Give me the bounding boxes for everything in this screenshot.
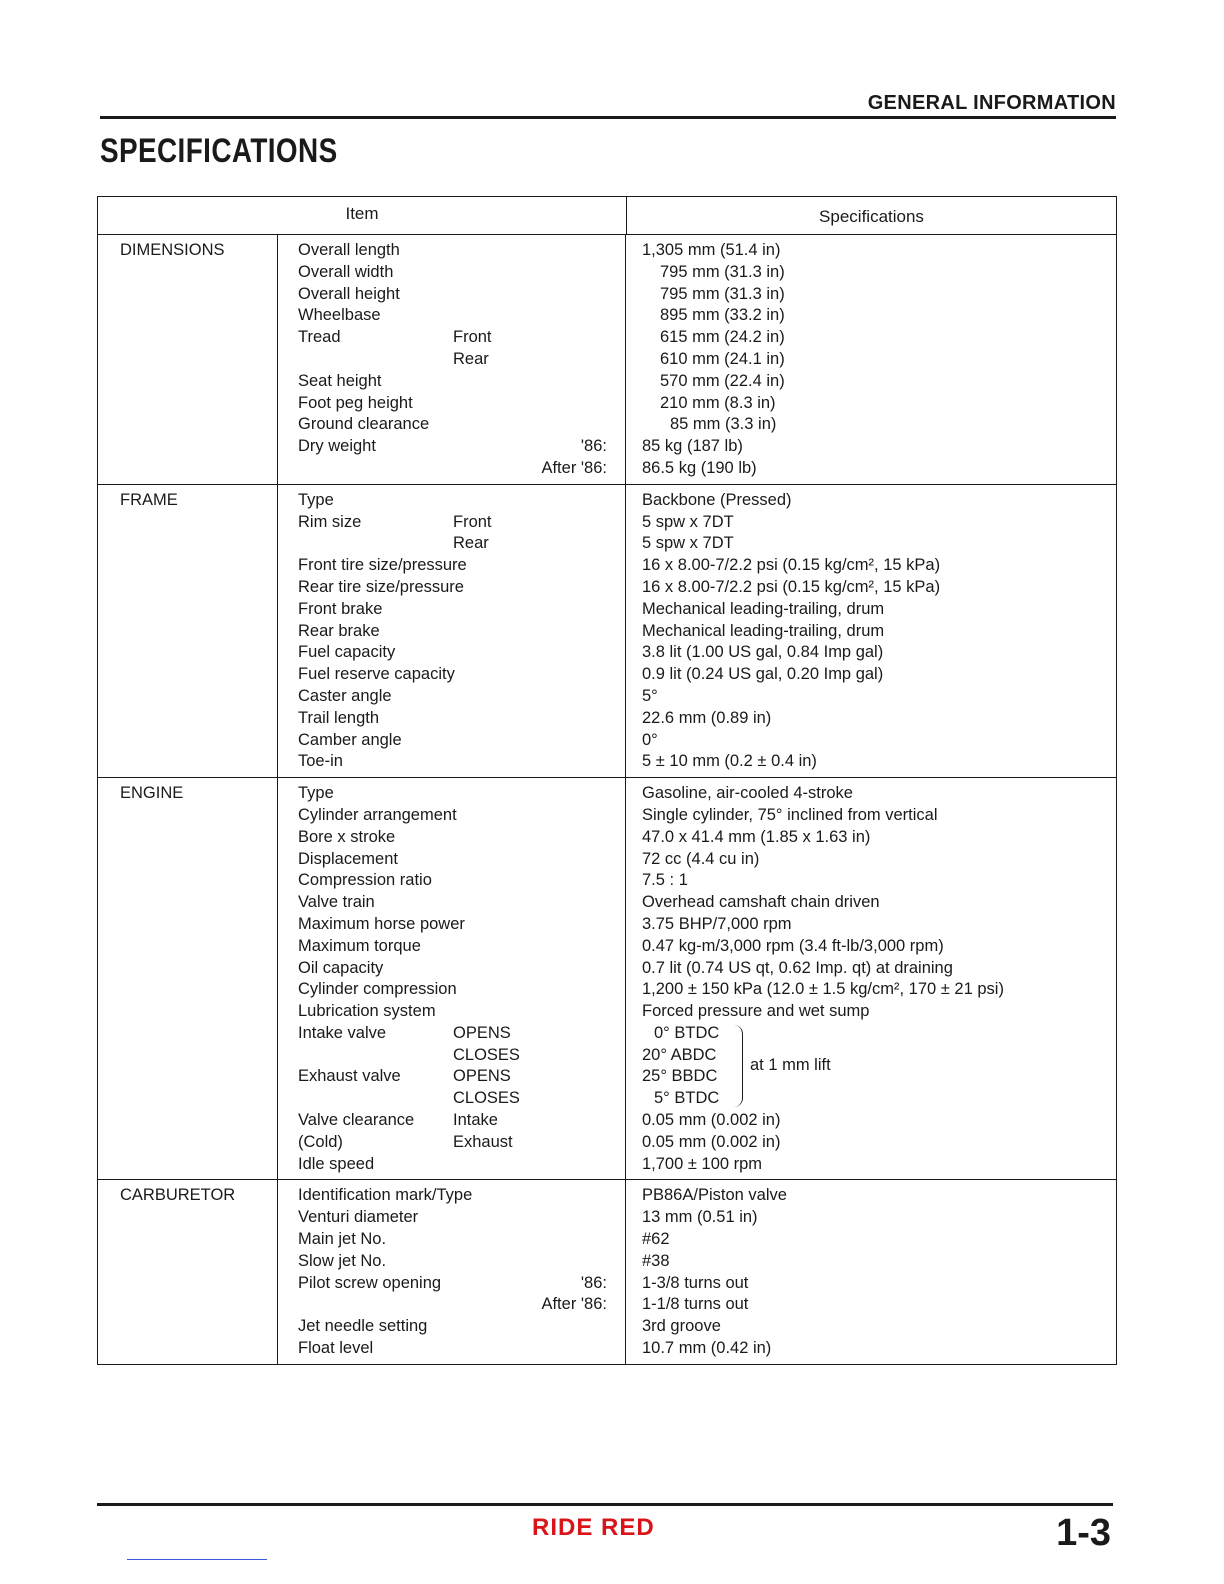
footer-rule [97,1503,1113,1506]
item-sublabel: OPENS [453,1023,511,1042]
item-row [298,349,625,371]
item-row [298,642,625,664]
spec-value: 47.0 x 41.4 mm (1.85 x 1.63 in) [642,827,871,846]
item-label: Foot peg height [298,393,413,412]
item-label: Cylinder compression [298,980,457,999]
item-row [298,1294,625,1316]
spec-value: 5 spw x 7DT [642,512,734,531]
spec-value: Forced pressure and wet sump [642,1002,870,1021]
item-column [278,778,626,1179]
spec-value: 22.6 mm (0.89 in) [642,708,772,727]
item-sublabel: Rear [453,534,489,553]
item-row [298,599,625,621]
item-label: Wheelbase [298,306,381,325]
section-engine [98,778,1116,1180]
spec-value: 72 cc (4.4 cu in) [642,849,760,868]
spec-value: 615 mm (24.2 in) [660,328,785,347]
item-row [298,1066,625,1088]
item-label: Overall height [298,284,400,303]
spec-value: Gasoline, air-cooled 4-stroke [642,784,853,803]
item-label: Intake valve [298,1023,387,1042]
item-label: Camber angle [298,730,402,749]
item-sublabel: Front [453,512,492,531]
item-row [298,870,625,892]
spec-value: 85 mm (3.3 in) [670,415,777,434]
item-label: Oil capacity [298,958,384,977]
item-label: (Cold) [298,1132,343,1151]
item-label: Caster angle [298,686,392,705]
spec-value: 3.75 BHP/7,000 rpm [642,914,792,933]
category-label: DIMENSIONS [98,235,278,484]
spec-value: 1,305 mm (51.4 in) [642,241,781,259]
spec-value: 20° ABDC [642,1045,717,1064]
spec-value: 25° BBDC [642,1067,718,1086]
section-heading: GENERAL INFORMATION [867,92,1116,114]
item-row [298,708,625,730]
spec-value: 0° [642,730,658,749]
item-sublabel: CLOSES [453,1089,520,1108]
spec-value: 210 mm (8.3 in) [660,393,776,412]
item-column [278,1180,626,1363]
item-label: Front tire size/pressure [298,556,467,575]
item-row [298,1001,625,1023]
item-label: Float level [298,1339,374,1358]
item-row [298,1110,625,1132]
item-row [298,240,625,262]
item-row [298,730,625,752]
item-row [298,371,625,393]
spec-value: 0.05 mm (0.002 in) [642,1111,781,1130]
spec-value: Overhead camshaft chain driven [642,893,880,912]
item-label: Fuel reserve capacity [298,665,455,684]
item-label: Seat height [298,371,382,390]
item-row [298,262,625,284]
item-label: Valve train [298,893,375,912]
item-row [298,1273,625,1295]
item-row [298,1338,625,1360]
section-carburetor [98,1180,1116,1363]
footer-brand: RIDE RED [532,1514,655,1541]
spec-value: 5 ± 10 mm (0.2 ± 0.4 in) [642,752,817,771]
category-label: CARBURETOR [98,1180,278,1363]
spec-value: 0.05 mm (0.002 in) [642,1132,781,1151]
item-row [298,512,625,534]
category-label: FRAME [98,485,278,777]
spec-value: 0.47 kg-m/3,000 rpm (3.4 ft-lb/3,000 rpm) [642,936,944,955]
item-label: Tread [298,328,341,347]
item-label: Slow jet No. [298,1251,387,1270]
item-label: Compression ratio [298,871,432,890]
item-row [298,327,625,349]
item-label: Dry weight [298,437,376,456]
spec-value: 1-1/8 turns out [642,1295,749,1314]
item-label: Venturi diameter [298,1208,419,1227]
spec-value: 16 x 8.00-7/2.2 psi (0.15 kg/cm², 15 kPa) [642,556,941,575]
spec-value: 7.5 : 1 [642,871,688,890]
item-row [298,1251,625,1273]
item-label: Rim size [298,512,362,531]
item-label: Jet needle setting [298,1317,428,1336]
spec-value: 1,700 ± 100 rpm [642,1154,763,1173]
section-dimensions [98,235,1116,485]
spec-value: Single cylinder, 75° inclined from vertical [642,805,938,824]
spec-value: 895 mm (33.2 in) [660,306,785,325]
spec-value: PB86A/Piston valve [642,1186,787,1205]
item-column [278,485,626,777]
item-sublabel: Intake [453,1111,498,1130]
item-row [298,621,625,643]
spec-value: 795 mm (31.3 in) [660,262,785,281]
model-year: After '86: [541,458,607,477]
item-row [298,436,625,458]
item-row [298,577,625,599]
spec-value: 5° [642,686,658,705]
table-header [98,197,1116,235]
item-row [298,914,625,936]
item-label: Displacement [298,849,398,868]
spec-value: Backbone (Pressed) [642,490,792,509]
item-row [298,783,625,805]
spec-value: 86.5 kg (190 lb) [642,458,757,477]
item-row [298,686,625,708]
item-label: Valve clearance [298,1111,415,1130]
spec-value: 610 mm (24.1 in) [660,349,785,368]
spec-value: 570 mm (22.4 in) [660,371,785,390]
item-label: Identification mark/Type [298,1186,473,1205]
item-row [298,892,625,914]
item-row [298,555,625,577]
spec-table [97,196,1117,1365]
item-sublabel: OPENS [453,1067,511,1086]
item-label: Bore x stroke [298,827,396,846]
item-row [298,1154,625,1176]
footer-link-underline [127,1559,267,1560]
item-row [298,849,625,871]
page-title: SPECIFICATIONS [100,132,338,170]
page-number: 1-3 [1056,1512,1111,1554]
item-sublabel: CLOSES [453,1045,520,1064]
item-label: Rear tire size/pressure [298,577,464,596]
column-header-item: Item [98,197,627,234]
item-row [298,1316,625,1338]
item-row [298,1207,625,1229]
item-label: Exhaust valve [298,1067,401,1086]
model-year: '86: [580,1273,607,1292]
item-row [298,1045,625,1067]
spec-column [626,778,1116,1179]
spec-value: 16 x 8.00-7/2.2 psi (0.15 kg/cm², 15 kPa) [642,577,941,596]
spec-value: 3rd groove [642,1317,721,1336]
item-sublabel: Front [453,328,492,347]
item-label: Fuel capacity [298,643,396,662]
item-row [298,393,625,415]
header-rule [100,116,1116,119]
item-label: Ground clearance [298,415,430,434]
spec-value: 0.7 lit (0.74 US qt, 0.62 Imp. qt) at draining [642,958,953,977]
item-row [298,1185,625,1207]
spec-value: 1-3/8 turns out [642,1273,749,1292]
item-row [298,458,625,480]
spec-column [626,485,1116,777]
item-row [298,305,625,327]
item-label: Rear brake [298,621,380,640]
item-row [298,533,625,555]
item-row [298,1229,625,1251]
item-row [298,751,625,773]
item-label: Maximum horse power [298,914,465,933]
item-row [298,958,625,980]
spec-value: 5° BTDC [654,1089,720,1108]
item-sublabel: Exhaust [453,1132,513,1151]
item-label: Toe-in [298,752,343,771]
item-sublabel: Rear [453,349,489,368]
item-label: Maximum torque [298,936,421,955]
spec-column [626,1180,1116,1363]
item-column [278,235,626,484]
spec-value: 3.8 lit (1.00 US gal, 0.84 Imp gal) [642,643,884,662]
item-label: Lubrication system [298,1002,436,1021]
item-row [298,490,625,512]
spec-value: 0° BTDC [654,1023,720,1042]
category-label: ENGINE [98,778,278,1179]
spec-value: 13 mm (0.51 in) [642,1208,758,1227]
column-header-specifications: Specifications [819,207,924,226]
spec-column [626,235,1116,484]
valve-timing-brace [734,1025,743,1107]
item-row [298,1088,625,1110]
item-row [298,936,625,958]
item-label: Overall length [298,241,400,259]
item-row [298,284,625,306]
item-label: Trail length [298,708,380,727]
item-label: Main jet No. [298,1230,387,1249]
item-row [298,979,625,1001]
spec-value: Mechanical leading-trailing, drum [642,599,885,618]
model-year: After '86: [541,1295,607,1314]
item-label: Cylinder arrangement [298,805,457,824]
item-label: Front brake [298,599,383,618]
spec-value: 5 spw x 7DT [642,534,734,553]
item-label: Type [298,490,334,509]
spec-value: 85 kg (187 lb) [642,437,743,456]
item-row [298,1023,625,1045]
valve-timing-note: at 1 mm lift [750,1056,831,1075]
item-row [298,1132,625,1154]
item-row [298,414,625,436]
item-row [298,664,625,686]
item-label: Overall width [298,262,394,281]
item-row [298,805,625,827]
item-label: Pilot screw opening [298,1273,442,1292]
section-frame [98,485,1116,778]
spec-value: #38 [642,1251,670,1270]
spec-value: #62 [642,1230,670,1249]
spec-value: 795 mm (31.3 in) [660,284,785,303]
spec-value: 10.7 mm (0.42 in) [642,1339,772,1358]
spec-value: 1,200 ± 150 kPa (12.0 ± 1.5 kg/cm², 170 ± 21 psi) [642,980,1004,999]
spec-value: Mechanical leading-trailing, drum [642,621,885,640]
spec-value: 0.9 lit (0.24 US gal, 0.20 Imp gal) [642,665,884,684]
item-label: Type [298,784,334,803]
model-year: '86: [580,437,607,456]
item-row [298,827,625,849]
item-label: Idle speed [298,1154,375,1173]
